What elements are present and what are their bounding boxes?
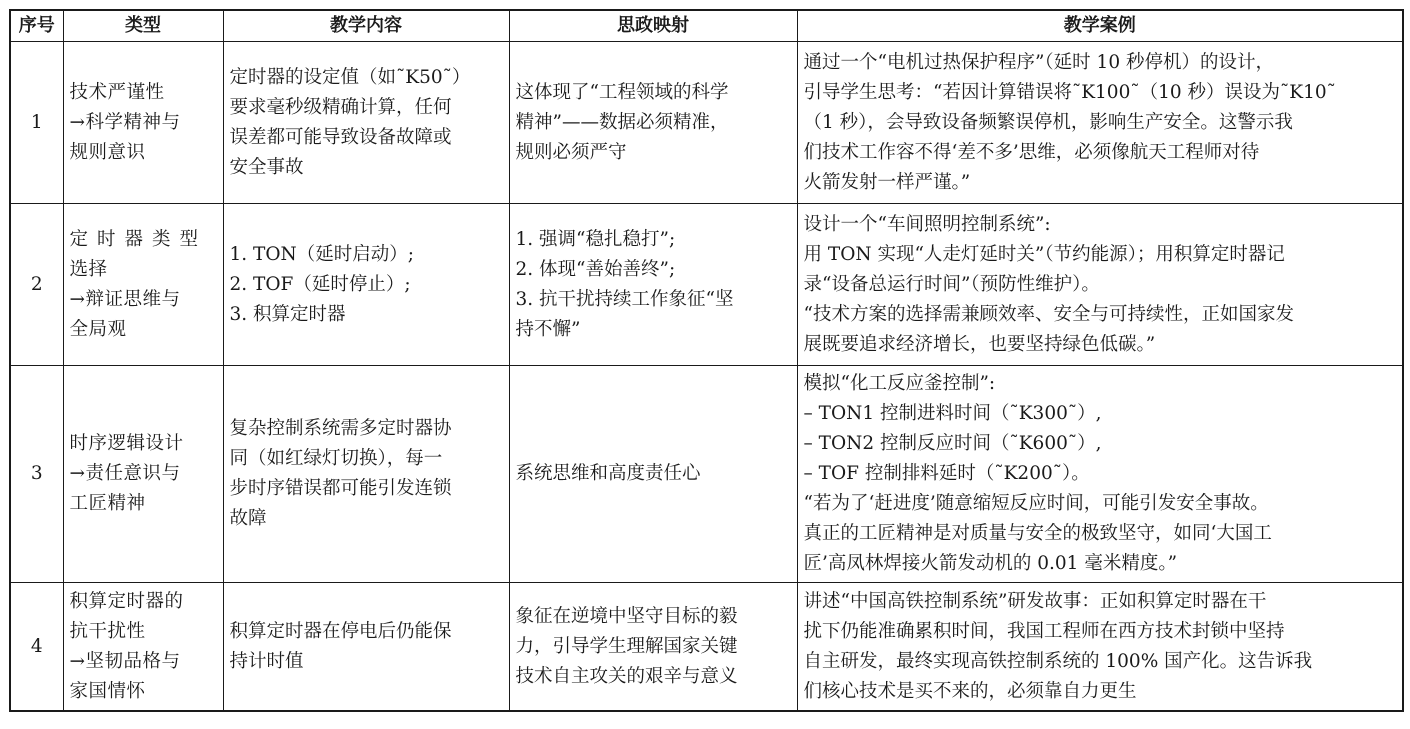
type-cell [63,583,223,712]
content-cell [223,204,509,366]
content-line: 定时器的设定值（如˜K50˜） [229,66,471,88]
case-line: 模拟“化工反应釜控制”: [803,373,996,394]
case-line: 引导学生思考：“若因计算错误将˜K100˜（10 秒）误设为˜K10˜ [803,81,1336,103]
case-line: – TON2 控制反应时间（˜K600˜）, [803,433,1102,454]
row-number: 4 [10,583,63,712]
case-line: 们核心技术是买不来的，必须靠自力更生 [803,680,1137,702]
case-line: “技术方案的选择需兼顾效率、安全与可持续性，正如国家发 [803,303,1294,325]
content-line: 故障 [229,508,267,529]
content-line: 误差都可能导致设备故障或 [229,126,452,148]
mapping-line: 系统思维和高度责任心 [515,463,701,484]
content-line: 要求毫秒级精确计算，任何 [229,96,452,118]
case-line: 火箭发射一样严谨。” [803,171,971,193]
mapping-line: 象征在逆境中坚守目标的毅 [515,605,738,627]
content-line: 安全事故 [229,156,304,178]
mapping-cell [509,42,797,204]
case-line: “若为了‘赶进度’随意缩短反应时间，可能引发安全事故。 [803,493,1269,514]
case-line: 匠’高凤林焊接火箭发动机的 0.01 毫米精度。” [803,553,1178,574]
table-row [10,366,1403,583]
case-line: – TOF 控制排料延时（˜K200˜）。 [803,463,1090,484]
content-line: 同（如红绿灯切换），每一 [229,448,443,469]
header-num: 序号 [10,10,63,42]
mapping-line: 技术自主攻关的艰辛与意义 [515,665,738,687]
table-row [10,42,1403,204]
mapping-line: 规则必须严守 [515,141,627,163]
case-line: 讲述“中国高铁控制系统”研发故事：正如积算定时器在干 [803,590,1267,612]
type-cell [63,204,223,366]
case-cell [797,583,1403,712]
header-row [10,10,1403,42]
case-line: 用 TON 实现“人走灯延时关”（节约能源）；用积算定时器记 [803,243,1285,265]
header-mapping: 思政映射 [509,10,797,42]
header-type: 类型 [63,10,223,42]
case-line: 通过一个“电机过热保护程序”（延时 10 秒停机）的设计， [803,51,1274,73]
case-line: 自主研发，最终实现高铁控制系统的 100% 国产化。这告诉我 [803,650,1313,672]
content-line: 3. 积算定时器 [229,303,346,325]
mapping-line: 这体现了“工程领域的科学 [515,81,729,103]
case-cell [797,42,1403,204]
case-line: 录“设备总运行时间”（预防性维护）。 [803,273,1100,295]
case-line: 设计一个“车间照明控制系统”: [803,213,1051,235]
mapping-cell [509,583,797,712]
content-cell [223,583,509,712]
type-line: →责任意识与 [69,463,181,484]
type-line: 定时器类型 [69,228,208,250]
type-line: 积算定时器的 [69,590,184,612]
row-number: 2 [10,204,63,366]
type-cell [63,42,223,204]
row-number: 1 [10,42,63,204]
case-line: – TON1 控制进料时间（˜K300˜）, [803,403,1102,424]
mapping-line: 1. 强调“稳扎稳打”; [515,228,676,250]
type-line: 工匠精神 [69,493,146,514]
type-line: 全局观 [69,318,127,340]
content-line: 2. TOF（延时停止）; [229,273,411,295]
mapping-line: 持不懈” [515,318,581,340]
case-cell [797,204,1403,366]
type-line: 家国情怀 [69,680,146,702]
content-line: 复杂控制系统需多定时器协 [229,418,452,439]
type-line: 规则意识 [69,141,146,163]
case-line: 真正的工匠精神是对质量与安全的极致坚守，如同‘大国工 [803,523,1272,544]
content-line: 1. TON（延时启动）; [229,243,414,265]
type-line: 技术严谨性 [69,81,165,103]
content-line: 持计时值 [229,650,304,672]
mapping-line: 2. 体现“善始善终”; [515,258,676,280]
course-table [9,9,1404,712]
mapping-line: 精神”——数据必须精准， [515,111,729,133]
type-cell [63,366,223,583]
case-line: 展既要追求经济增长，也要坚持绿色低碳。” [803,333,1156,355]
row-number: 3 [10,366,63,583]
case-line: 扰下仍能准确累积时间，我国工程师在西方技术封锁中坚持 [803,620,1285,642]
mapping-cell [509,204,797,366]
type-line: 抗干扰性 [69,620,146,642]
content-line: 积算定时器在停电后仍能保 [229,620,452,642]
case-line: （1 秒），会导致设备频繁误停机，影响生产安全。这警示我 [803,111,1293,133]
type-line: →辩证思维与 [69,288,181,310]
content-cell [223,366,509,583]
table-row [10,204,1403,366]
type-line: 时序逻辑设计 [69,433,184,454]
type-line: 选择 [69,258,108,280]
content-line: 步时序错误都可能引发连锁 [229,478,452,499]
table-row [10,583,1403,712]
mapping-line: 力，引导学生理解国家关键 [515,635,738,657]
type-line: →科学精神与 [69,111,181,133]
header-content: 教学内容 [223,10,509,42]
mapping-line: 3. 抗干扰持续工作象征“坚 [515,288,734,310]
header-case: 教学案例 [797,10,1403,42]
table-wrapper [9,9,1404,712]
case-line: 们技术工作容不得‘差不多’思维，必须像航天工程师对待 [803,141,1260,163]
content-cell [223,42,509,204]
type-line: →坚韧品格与 [69,650,181,672]
case-cell [797,366,1403,583]
mapping-cell [509,366,797,583]
